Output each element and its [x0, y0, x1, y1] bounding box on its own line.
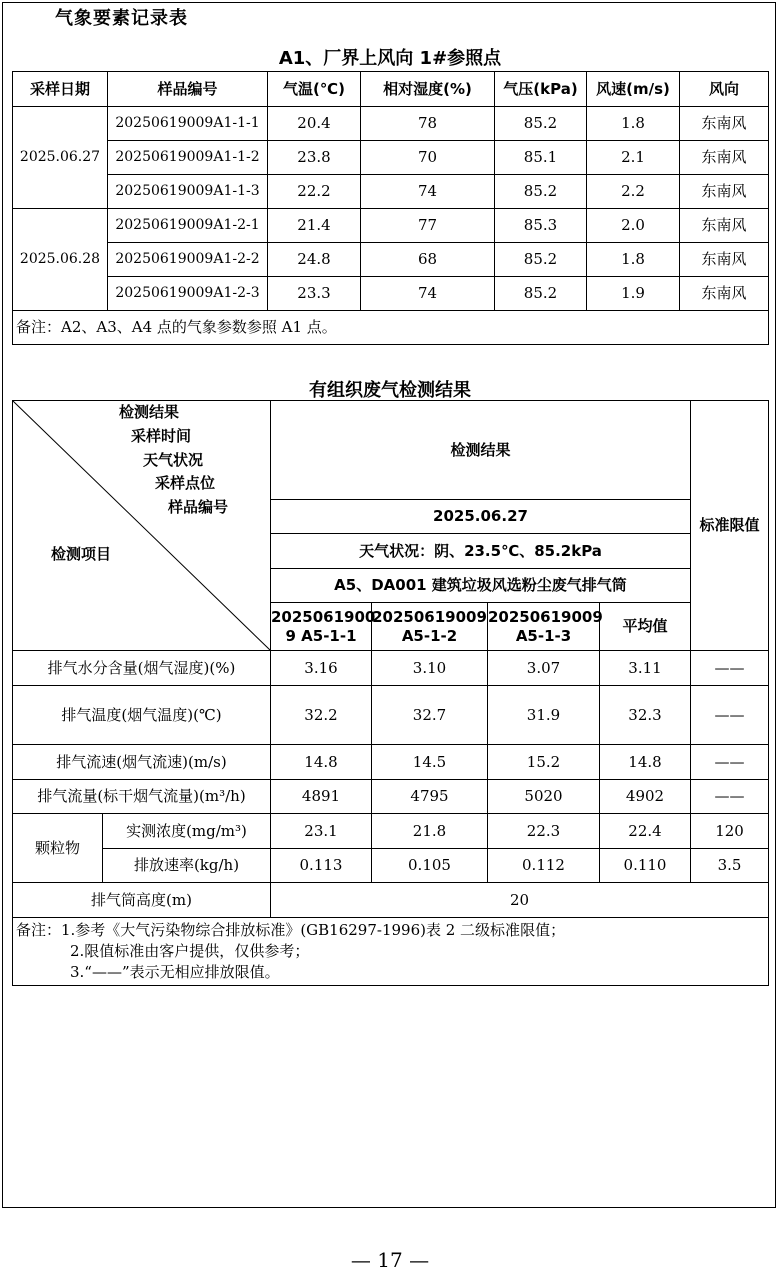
weather-table: [12, 71, 769, 345]
value-cell: 0.105: [372, 849, 488, 883]
temperature: 23.3: [268, 277, 361, 311]
wind-speed: 1.9: [587, 277, 680, 311]
table-row: [13, 209, 769, 243]
item-label: 排气筒高度(m): [13, 883, 271, 918]
average-cell: 3.11: [600, 651, 691, 686]
item-label: 排放速率(kg/h): [103, 849, 271, 883]
pressure: 85.2: [495, 107, 587, 141]
notes-row: [13, 918, 769, 986]
table-row: [13, 780, 769, 814]
weather-table-title: A1、厂界上风向 1#参照点: [278, 48, 502, 69]
weather-conditions: 天气状况：阴、23.5℃、85.2kPa: [271, 534, 691, 569]
limit-header: 标准限值: [691, 401, 769, 651]
sample-id: 20250619009A1-2-3: [108, 277, 268, 311]
sample-header: [488, 603, 603, 651]
value-cell: 4795: [372, 780, 488, 814]
value-cell: 0.112: [488, 849, 600, 883]
sample-id: 20250619009A1-2-2: [108, 243, 268, 277]
pressure: 85.2: [495, 175, 587, 209]
humidity: 70: [361, 141, 495, 175]
sampling-date: 2025.06.27: [271, 500, 691, 534]
temperature: 22.2: [268, 175, 361, 209]
average-cell: 4902: [600, 780, 691, 814]
date-cell: 2025.06.27: [13, 107, 108, 209]
col-header: 气压(kPa): [495, 72, 587, 107]
average-cell: 32.3: [600, 686, 691, 745]
diag-label-item: 检测项目: [51, 545, 112, 563]
value-cell: 31.9: [488, 686, 600, 745]
value-cell: 32.7: [372, 686, 488, 745]
col-header: 样品编号: [108, 72, 268, 107]
diagonal-header-cell: [13, 401, 271, 651]
pressure: 85.2: [495, 243, 587, 277]
result-header: 检测结果: [271, 401, 691, 500]
table-row: [13, 175, 769, 209]
weather-note: 备注：A2、A3、A4 点的气象参数参照 A1 点。: [13, 311, 769, 345]
wind-speed: 2.0: [587, 209, 680, 243]
temperature: 21.4: [268, 209, 361, 243]
wind-direction: 东南风: [680, 107, 769, 141]
note-row: [13, 311, 769, 345]
wind-direction: 东南风: [680, 209, 769, 243]
table-row: [13, 686, 769, 745]
sample-header: [271, 603, 376, 651]
value-cell: 0.113: [271, 849, 372, 883]
value-cell: 23.1: [271, 814, 372, 849]
wind-speed: 2.2: [587, 175, 680, 209]
average-cell: 0.110: [600, 849, 691, 883]
wind-direction: 东南风: [680, 277, 769, 311]
wind-speed: 2.1: [587, 141, 680, 175]
value-cell: 5020: [488, 780, 600, 814]
value-cell: 14.5: [372, 745, 488, 780]
diag-label-sample: 样品编号: [168, 498, 229, 516]
wind-direction: 东南风: [680, 243, 769, 277]
col-header: 相对湿度(%): [361, 72, 495, 107]
temperature: 20.4: [268, 107, 361, 141]
sample-header: [372, 603, 488, 651]
note-line: 3.“——”表示无相应排放限值。: [70, 963, 280, 981]
page-number: — 17 —: [350, 1248, 430, 1272]
table-row: [13, 651, 769, 686]
diag-label-time: 采样时间: [131, 427, 192, 445]
humidity: 68: [361, 243, 495, 277]
temperature: 24.8: [268, 243, 361, 277]
value-cell: 32.2: [271, 686, 372, 745]
limit-cell: ——: [691, 745, 769, 780]
temperature: 23.8: [268, 141, 361, 175]
sample-id-line: 20250619009: [372, 607, 487, 626]
sample-id: 20250619009A1-2-1: [108, 209, 268, 243]
value-cell: 14.8: [271, 745, 372, 780]
col-header: 采样日期: [13, 72, 108, 107]
diag-label-location: 采样点位: [155, 474, 216, 492]
page-heading: 气象要素记录表: [55, 8, 188, 29]
pressure: 85.3: [495, 209, 587, 243]
col-header: 风向: [680, 72, 769, 107]
wind-direction: 东南风: [680, 141, 769, 175]
limit-cell: 120: [691, 814, 769, 849]
sample-id: 20250619009A1-1-2: [108, 141, 268, 175]
table-row: [13, 277, 769, 311]
item-label: 排气流量(标干烟气流量)(m³/h): [13, 780, 271, 814]
table-row: [13, 141, 769, 175]
sample-id-line: 2025061900: [271, 607, 376, 626]
humidity: 74: [361, 277, 495, 311]
humidity: 74: [361, 175, 495, 209]
value-cell: 3.16: [271, 651, 372, 686]
average-header: 平均值: [600, 603, 691, 651]
value-cell: 3.07: [488, 651, 600, 686]
humidity: 78: [361, 107, 495, 141]
sampling-location: A5、DA001 建筑垃圾风选粉尘废气排气筒: [271, 569, 691, 603]
wind-speed: 1.8: [587, 243, 680, 277]
diag-label-result: 检测结果: [119, 403, 180, 421]
limit-cell: ——: [691, 686, 769, 745]
sample-id: 20250619009A1-1-1: [108, 107, 268, 141]
value-cell: 15.2: [488, 745, 600, 780]
emission-table: [12, 400, 769, 986]
col-header: 气温(℃): [268, 72, 361, 107]
sample-id-line: 9 A5-1-1: [285, 626, 357, 645]
particulate-label: 颗粒物: [13, 814, 103, 883]
table-row: [13, 243, 769, 277]
sample-id-line: A5-1-3: [515, 626, 572, 645]
value-cell: 22.3: [488, 814, 600, 849]
note-line: 备注：1.参考《大气污染物综合排放标准》(GB16297-1996)表 2 二级标准限值；: [16, 921, 566, 939]
value-cell: 21.8: [372, 814, 488, 849]
emission-table-title: 有组织废气检测结果: [309, 380, 471, 401]
diag-label-weather: 天气状况: [143, 451, 204, 469]
wind-direction: 东南风: [680, 175, 769, 209]
item-label: 排气水分含量(烟气湿度)(%): [13, 651, 271, 686]
value-cell: 3.10: [372, 651, 488, 686]
pressure: 85.2: [495, 277, 587, 311]
weather-header-row: [13, 72, 769, 107]
limit-cell: ——: [691, 780, 769, 814]
table-row: [13, 745, 769, 780]
table-row: [13, 107, 769, 141]
col-header: 风速(m/s): [587, 72, 680, 107]
table-row: [13, 849, 769, 883]
item-label: 实测浓度(mg/m³): [103, 814, 271, 849]
table-row: [13, 883, 769, 918]
item-label: 排气温度(烟气温度)(℃): [13, 686, 271, 745]
table-row: [13, 814, 769, 849]
sample-id: 20250619009A1-1-3: [108, 175, 268, 209]
average-cell: 14.8: [600, 745, 691, 780]
sample-id-line: A5-1-2: [401, 626, 458, 645]
limit-cell: ——: [691, 651, 769, 686]
limit-cell: 3.5: [691, 849, 769, 883]
pressure: 85.1: [495, 141, 587, 175]
height-value: 20: [271, 883, 769, 918]
value-cell: 4891: [271, 780, 372, 814]
date-cell: 2025.06.28: [13, 209, 108, 311]
emission-notes: [13, 918, 769, 986]
sample-id-line: 20250619009: [488, 607, 603, 626]
note-line: 2.限值标准由客户提供，仅供参考；: [70, 942, 310, 960]
item-label: 排气流速(烟气流速)(m/s): [13, 745, 271, 780]
wind-speed: 1.8: [587, 107, 680, 141]
humidity: 77: [361, 209, 495, 243]
average-cell: 22.4: [600, 814, 691, 849]
